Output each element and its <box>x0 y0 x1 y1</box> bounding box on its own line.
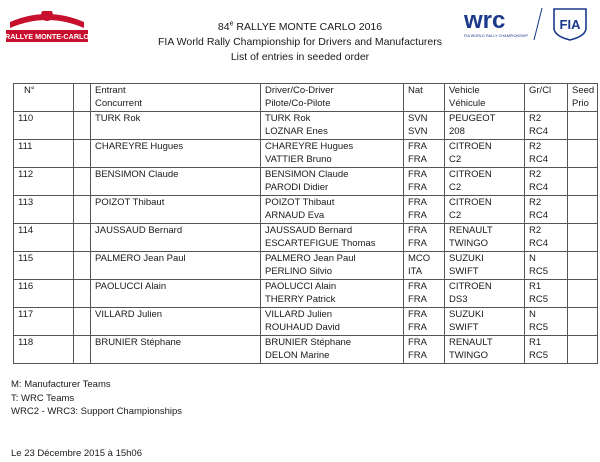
crew-cell: TURK Rok LOZNAR Enes <box>261 112 404 140</box>
table-row <box>14 280 598 308</box>
entrant-cell: CHAREYRE Hugues <box>91 140 261 168</box>
group-class-cell: R2 RC4 <box>525 168 568 196</box>
entry-number: 115 <box>14 252 74 280</box>
wrc-logo-text: wrc <box>464 7 506 34</box>
rallye-logo-text: RALLYE MONTE-CARLO <box>5 32 89 41</box>
group-class-cell: N RC5 <box>525 252 568 280</box>
group-class-cell: R1 RC5 <box>525 336 568 364</box>
nationality-cell: FRA FRA <box>404 224 445 252</box>
vehicle-cell: CITROEN C2 <box>445 140 525 168</box>
header-num: N° <box>14 84 74 112</box>
entrant-cell: PALMERO Jean Paul <box>91 252 261 280</box>
seed-cell <box>568 308 598 336</box>
entry-number: 111 <box>14 140 74 168</box>
entrant-cell: PAOLUCCI Alain <box>91 280 261 308</box>
nationality-cell: FRA FRA <box>404 196 445 224</box>
table-row <box>14 112 598 140</box>
legend-wrc-teams: T: WRC Teams <box>11 392 75 404</box>
spacer-cell <box>74 336 91 364</box>
entry-number: 118 <box>14 336 74 364</box>
entrant-cell: POIZOT Thibaut <box>91 196 261 224</box>
group-class-cell: R2 RC4 <box>525 140 568 168</box>
nationality-cell: FRA FRA <box>404 308 445 336</box>
nationality-cell: FRA FRA <box>404 140 445 168</box>
group-class-cell: N RC5 <box>525 308 568 336</box>
vehicle-cell: CITROEN C2 <box>445 168 525 196</box>
group-class-cell: R2 RC4 <box>525 196 568 224</box>
publication-date: Le 23 Décembre 2015 à 15h06 <box>11 448 142 459</box>
crew-cell: POIZOT Thibaut ARNAUD Eva <box>261 196 404 224</box>
vehicle-cell: PEUGEOT 208 <box>445 112 525 140</box>
entry-number: 112 <box>14 168 74 196</box>
table-row <box>14 196 598 224</box>
header-spacer <box>74 84 91 112</box>
legend <box>11 378 182 419</box>
table-header-row <box>14 84 598 112</box>
header-grcl: Gr/Cl <box>525 84 568 112</box>
spacer-cell <box>74 196 91 224</box>
vehicle-cell: CITROEN C2 <box>445 196 525 224</box>
group-class-cell: R2 RC4 <box>525 112 568 140</box>
spacer-cell <box>74 280 91 308</box>
seed-cell <box>568 252 598 280</box>
vehicle-cell: RENAULT TWINGO <box>445 336 525 364</box>
entry-number: 114 <box>14 224 74 252</box>
table-row <box>14 308 598 336</box>
nationality-cell: SVN SVN <box>404 112 445 140</box>
header-vehicle: Vehicle Véhicule <box>445 84 525 112</box>
entrant-cell: VILLARD Julien <box>91 308 261 336</box>
header-entrant: Entrant Concurrent <box>91 84 261 112</box>
table-row <box>14 140 598 168</box>
table-row <box>14 252 598 280</box>
seed-cell <box>568 336 598 364</box>
event-title: 84e RALLYE MONTE CARLO 2016 <box>217 20 383 33</box>
table-row <box>14 168 598 196</box>
entrant-cell: TURK Rok <box>91 112 261 140</box>
table-row <box>14 336 598 364</box>
entrant-cell: BRUNIER Stéphane <box>91 336 261 364</box>
championship-subtitle: FIA World Rally Championship for Drivers and Manufacturers <box>158 36 442 48</box>
header-driver: Driver/Co-Driver Pilote/Co-Pilote <box>261 84 404 112</box>
crew-cell: BRUNIER Stéphane DELON Marine <box>261 336 404 364</box>
header-seed: Seed Prio <box>568 84 598 112</box>
spacer-cell <box>74 224 91 252</box>
nationality-cell: FRA FRA <box>404 280 445 308</box>
spacer-cell <box>74 308 91 336</box>
seed-cell <box>568 280 598 308</box>
fia-logo-text: FIA <box>559 17 581 32</box>
legend-manufacturer: M: Manufacturer Teams <box>11 379 111 390</box>
nationality-cell: FRA FRA <box>404 336 445 364</box>
spacer-cell <box>74 252 91 280</box>
crew-cell: BENSIMON Claude PARODI Didier <box>261 168 404 196</box>
seed-cell <box>568 196 598 224</box>
seed-cell <box>568 112 598 140</box>
list-title: List of entries in seeded order <box>230 51 370 63</box>
header-nat: Nat <box>404 84 445 112</box>
crew-cell: JAUSSAUD Bernard ESCARTEFIGUE Thomas <box>261 224 404 252</box>
group-class-cell: R2 RC4 <box>525 224 568 252</box>
entrant-cell: JAUSSAUD Bernard <box>91 224 261 252</box>
vehicle-cell: CITROEN DS3 <box>445 280 525 308</box>
entry-number: 113 <box>14 196 74 224</box>
document-header <box>120 20 480 65</box>
spacer-cell <box>74 168 91 196</box>
entries-body <box>14 112 598 364</box>
entry-number: 117 <box>14 308 74 336</box>
spacer-cell <box>74 112 91 140</box>
wrc-fia-logo <box>462 6 596 42</box>
wrc-logo-subtext: FIA WORLD RALLY CHAMPIONSHIP <box>464 34 528 38</box>
nationality-cell: FRA FRA <box>404 168 445 196</box>
crew-cell: VILLARD Julien ROUHAUD David <box>261 308 404 336</box>
spacer-cell <box>74 140 91 168</box>
crew-cell: CHAREYRE Hugues VATTIER Bruno <box>261 140 404 168</box>
rallye-monte-carlo-logo <box>4 2 90 46</box>
entry-number: 110 <box>14 112 74 140</box>
legend-support: WRC2 - WRC3: Support Championships <box>11 406 183 417</box>
entry-number: 116 <box>14 280 74 308</box>
seed-cell <box>568 140 598 168</box>
vehicle-cell: SUZUKI SWIFT <box>445 308 525 336</box>
nationality-cell: MCO ITA <box>404 252 445 280</box>
table-row <box>14 224 598 252</box>
seed-cell <box>568 168 598 196</box>
entrant-cell: BENSIMON Claude <box>91 168 261 196</box>
crew-cell: PAOLUCCI Alain THERRY Patrick <box>261 280 404 308</box>
vehicle-cell: RENAULT TWINGO <box>445 224 525 252</box>
group-class-cell: R1 RC5 <box>525 280 568 308</box>
crew-cell: PALMERO Jean Paul PERLINO Silvio <box>261 252 404 280</box>
vehicle-cell: SUZUKI SWIFT <box>445 252 525 280</box>
seed-cell <box>568 224 598 252</box>
entries-table <box>13 83 598 364</box>
